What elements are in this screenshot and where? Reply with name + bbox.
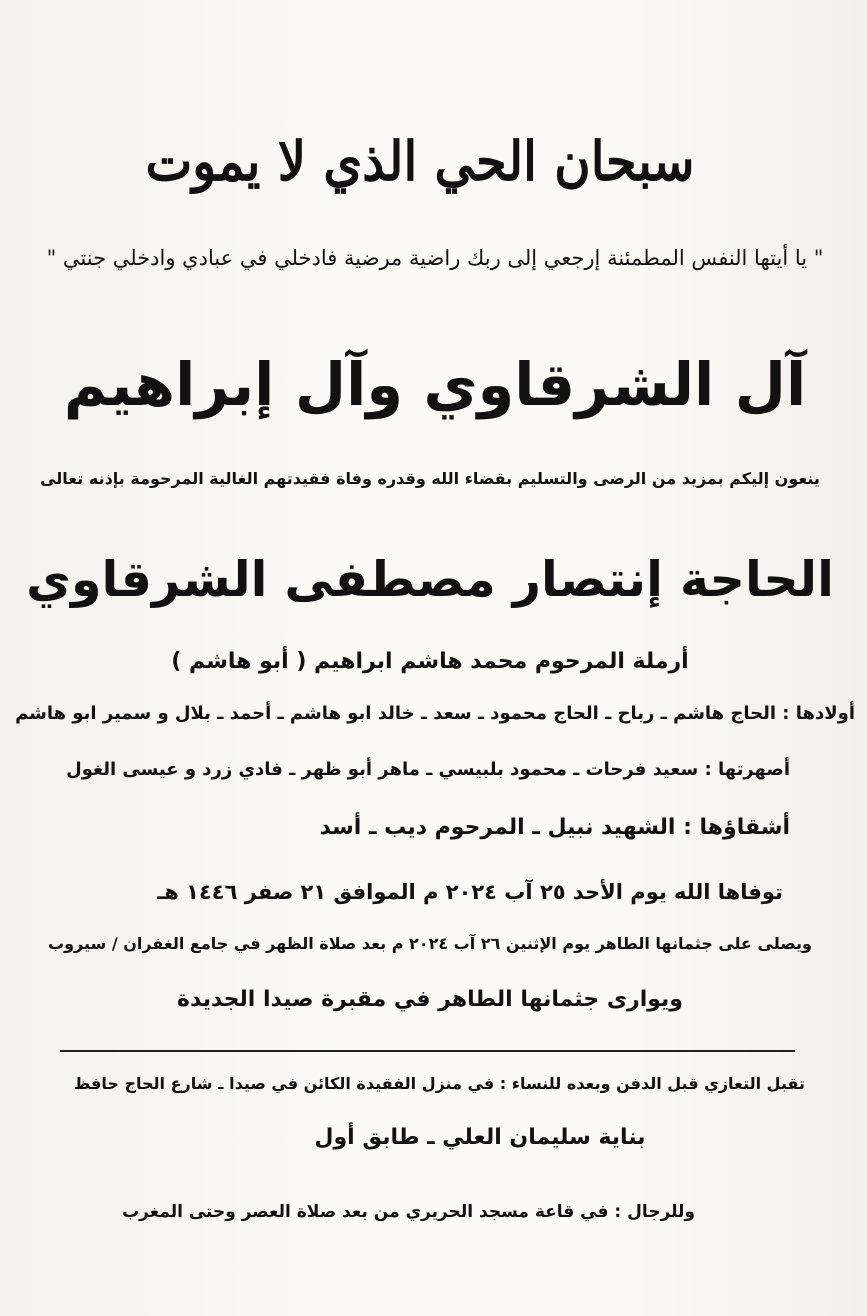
quran-verse: " يا أيتها النفس المطمئنة إرجعي إلى ربك راضية مرضية فادخلي في عبادي وادخلي جنتي " [46, 246, 824, 270]
sons-in-law-line: أصهرتها : سعيد فرحات ـ محمود بلبيسي ـ ماهر أبو ظهر ـ فادي زرد و عيسى الغول [66, 759, 790, 780]
deceased-name: الحاجة إنتصار مصطفى الشرقاوي [26, 551, 834, 608]
siblings-line: أشقاؤها : الشهيد نبيل ـ المرحوم ديب ـ أسد [319, 815, 790, 840]
announcement-text: ينعون إليكم بمزيد من الرضى والتسليم بقضاء الله وقدره وفاة فقيدتهم الغالية المرحومة بإذنه تعالى [40, 469, 820, 488]
section-divider [60, 1050, 795, 1052]
burial-line: ويوارى جثمانها الطاهر في مقبرة صيدا الجديدة [177, 987, 683, 1012]
condolences-women-line: تقبل التعازي قبل الدفن وبعده للنساء : في منزل الفقيدة الكائن في صيدا ـ شارع الحاج حافظ [73, 1074, 805, 1093]
calligraphy-headline: سبحان الحي الذي لا يموت [145, 129, 695, 193]
death-date-line: توفاها الله يوم الأحد ٢٥ آب ٢٠٢٤ م الموافق ٢١ صفر ١٤٤٦ هـ [157, 880, 783, 904]
families-title: آل الشرقاوي وآل إبراهيم [63, 350, 807, 419]
condolences-men-line: وللرجال : في قاعة مسجد الحريري من بعد صلاة العصر وحتى المغرب [122, 1202, 695, 1222]
condolences-women-address: بناية سليمان العلي ـ طابق أول [314, 1125, 646, 1150]
sons-line: أولادها : الحاج هاشم ـ رباح ـ الحاج محمود ـ سعد ـ خالد ابو هاشم ـ أحمد ـ بلال و سمير ابو هاشم [15, 703, 855, 724]
funeral-prayer-line: ويصلى على جثمانها الطاهر يوم الإثنين ٢٦ آب ٢٠٢٤ م بعد صلاة الظهر في جامع الغفران / سيروب [48, 934, 812, 953]
widow-of-line: أرملة المرحوم محمد هاشم ابراهيم ( أبو هاشم ) [171, 649, 689, 674]
